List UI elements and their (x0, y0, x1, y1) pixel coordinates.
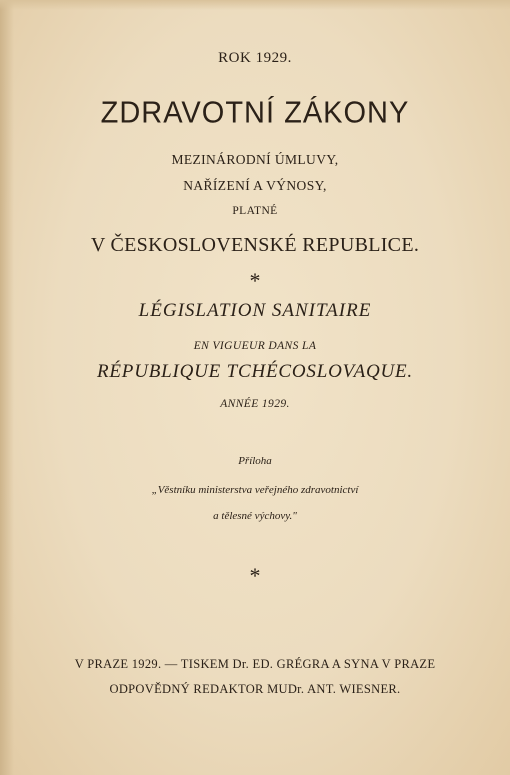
french-subtitle: EN VIGUEUR DANS LA (193, 340, 317, 352)
supplement-label: Příloha (238, 455, 272, 467)
main-title: ZDRAVOTNÍ ZÁKONY (100, 96, 410, 130)
asterisk-ornament-icon: * (249, 563, 261, 588)
subtitle-line-3: PLATNÉ (232, 205, 278, 217)
year-line: ROK 1929. (218, 50, 292, 66)
supplement-line-1: „Věstníku ministerstva veřejného zdravotnictví (151, 484, 359, 496)
subtitle-line-1: MEZINÁRODNÍ ÚMLUVY, (171, 152, 339, 167)
supplement-line-2: a tělesné výchovy." (213, 510, 297, 522)
republic-line: V ČESKOSLOVENSKÉ REPUBLICE. (90, 234, 420, 256)
asterisk-ornament-icon: * (249, 268, 261, 293)
subtitle-line-2: NAŘÍZENÍ A VÝNOSY, (183, 178, 327, 193)
imprint-line-2: ODPOVĚDNÝ REDAKTOR MUDr. ANT. WIESNER. (109, 682, 401, 696)
french-year: ANNÉE 1929. (220, 398, 290, 410)
french-title: LÉGISLATION SANITAIRE (138, 300, 372, 321)
imprint-line-1: V PRAZE 1929. — TISKEM Dr. ED. GRÉGRA A SYNA V PRAZE (74, 657, 436, 671)
french-republic-line: RÉPUBLIQUE TCHÉCOSLOVAQUE. (97, 361, 413, 382)
